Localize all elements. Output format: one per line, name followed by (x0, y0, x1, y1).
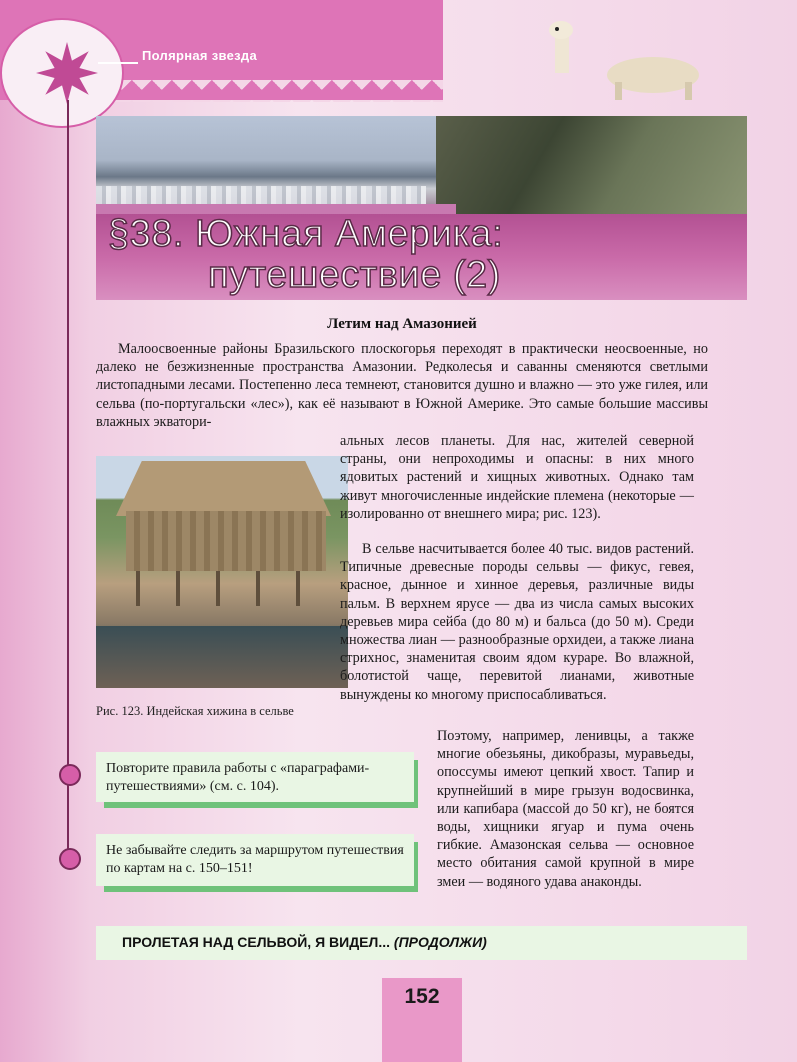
hut-roof (116, 461, 331, 516)
paragraph-2: альных лесов планеты. Для нас, жителей северной страны, они непроходимы и опасны: в них много ядовитых растений и хищных животных. Однако там живут многочисленные индейские племена (некоторые — изолированно от внешнего мира; рис. 123). (340, 433, 694, 522)
river-water (96, 626, 348, 688)
task-text (122, 934, 487, 950)
timeline-dot (59, 848, 81, 870)
header-divider (98, 62, 138, 64)
page-title-line1: §38. Южная Америка: (108, 213, 504, 255)
mountain-photo (436, 116, 747, 214)
note-box-route: Не забывайте следить за маршрутом путешествия по картам на с. 150–151! (96, 834, 414, 886)
hut-walls (126, 511, 326, 571)
note-box-rules: Повторите правила работы с «параграфами-путешествиями» (см. с. 104). (96, 752, 414, 802)
timeline-line (67, 100, 69, 860)
timeline-dot (59, 764, 81, 786)
figure-caption: Рис. 123. Индейская хижина в сельве (96, 704, 294, 718)
banner-photo (96, 116, 747, 214)
task-main: ПРОЛЕТАЯ НАД СЕЛЬВОЙ, Я ВИДЕЛ... (122, 934, 391, 950)
hut-photo (96, 456, 348, 688)
paragraph-1: Малоосвоенные районы Бразильского плоскогорья переходят в практически неосвоенные, но далеко не безжизненные пространства Амазонии. Редколесья и саванны сменяются светлыми листопадными лесами. Постепенно леса темнеют, становится душно и влажно — это уже гилея, или сельва (по-португальски «лес»), как её называют в Южной Америке. Это самые большие массивы влажных экватори- (96, 341, 708, 430)
polar-star-icon (36, 42, 98, 104)
page-number: 152 (404, 985, 440, 1008)
llama-icon (545, 20, 705, 100)
series-title: Полярная звезда (142, 48, 257, 63)
paragraph-4: Поэтому, например, ленивцы, а также многие обезьяны, дикобразы, муравьеды, опоссумы имеют цепкий хвост. Тапир и крупнейший в мире грызун водосвинка, или капибара (массой до 50 кг), не боятся воды, хищники ягуар и пума очень гибкие. Амазонская сельва — основное место обитания самой крупной в мире змеи — водяного удава анаконды. (437, 728, 694, 890)
hut-stilts (136, 571, 316, 606)
page-title-line2: путешествие (2) (208, 254, 501, 296)
task-hint: (ПРОДОЛЖИ) (393, 934, 487, 950)
header-zigzag (112, 80, 443, 102)
section-heading: Летим над Амазонией (327, 316, 477, 332)
paragraph-3: В сельве насчитывается более 40 тыс. видов растений. Типичные древесные породы сельвы — фикус, гевея, красное, дынное и хинное деревья, различные виды пальм. В верхнем ярусе — два из числа самых высоких деревьев мира сейба (до 80 м) и бальса (до 50 м). Среди множества лиан — разнообразные орхидеи, а также лиана стрихнос, знаменитая своим ядом кураре. Во влажной, болотистой чаще, перевитой лианами, животные вынуждены ко многому приспосабливаться. (340, 541, 694, 703)
